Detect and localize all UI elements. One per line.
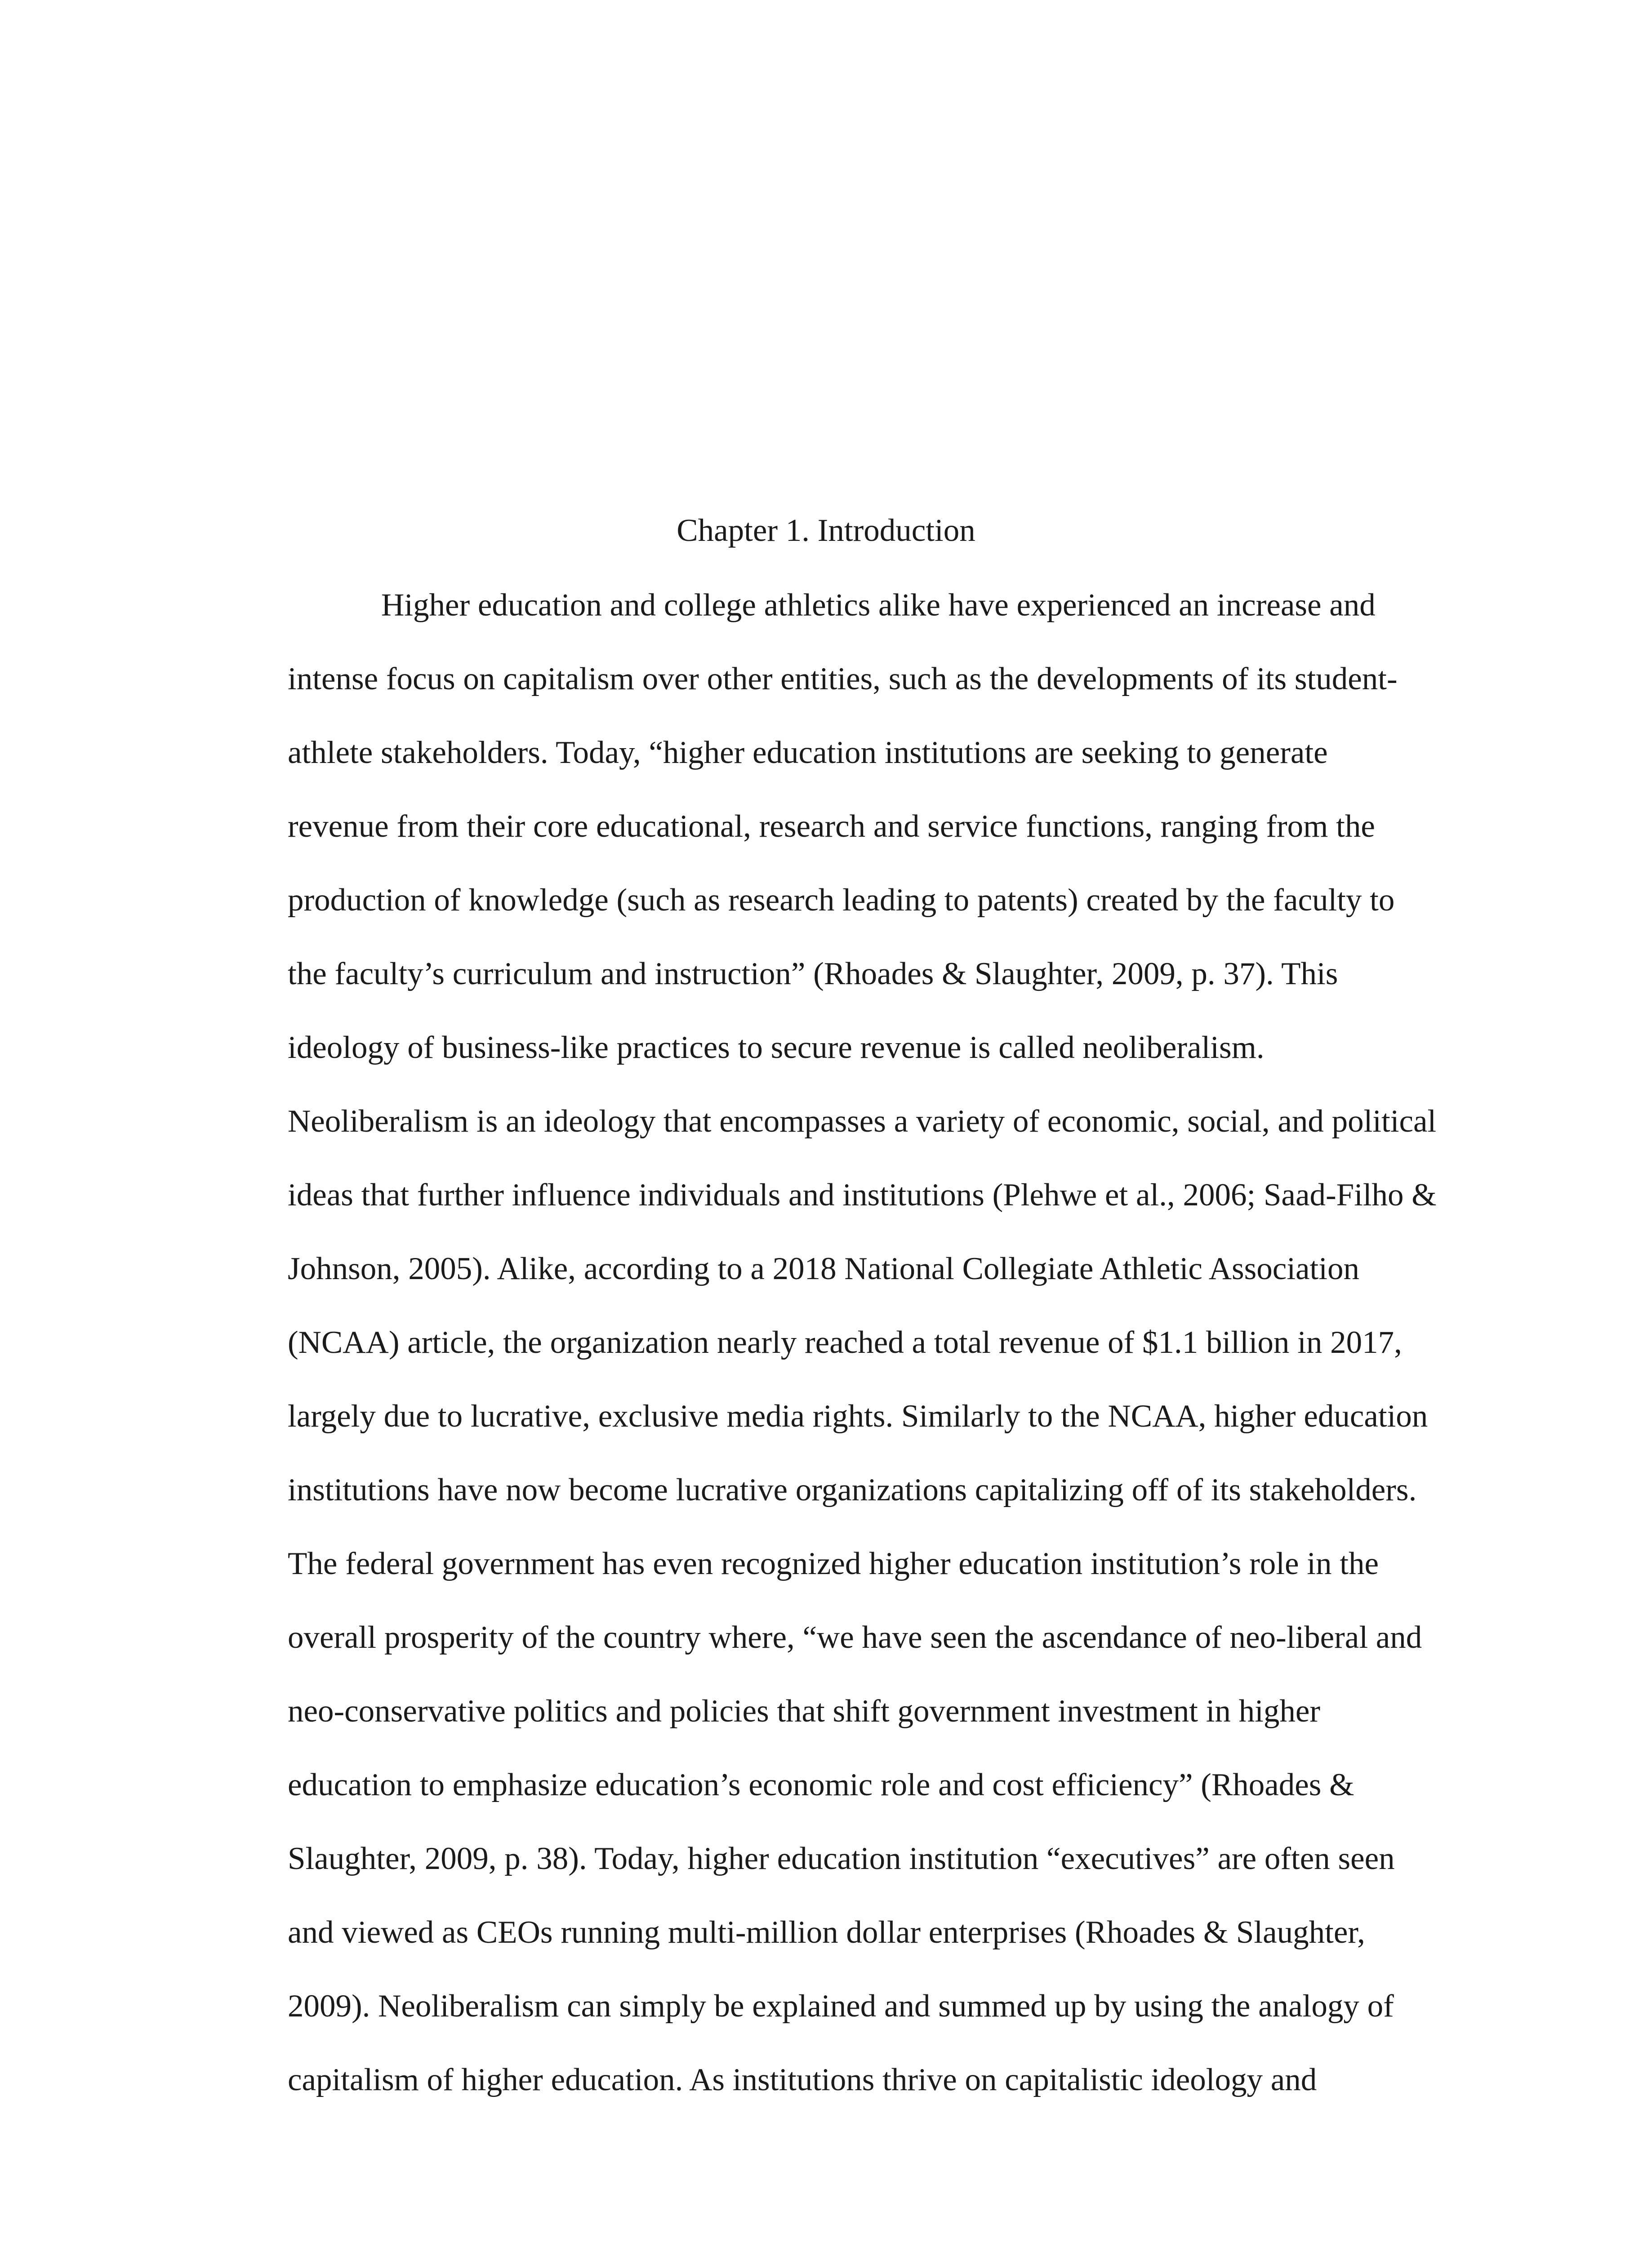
text-line: Slaughter, 2009, p. 38). Today, higher education institution “executives” are often seen — [288, 1841, 1395, 1876]
text-line: intense focus on capitalism over other entities, such as the developments of its student- — [288, 661, 1398, 696]
text-line: capitalism of higher education. As institutions thrive on capitalistic ideology and — [288, 2062, 1317, 2097]
text-line: ideology of business-like practices to secure revenue is called neoliberalism. — [288, 1030, 1265, 1065]
text-line: education to emphasize education’s economic role and cost efficiency” (Rhoades & — [288, 1767, 1354, 1802]
text-line: Higher education and college athletics alike have experienced an increase and — [381, 588, 1376, 623]
text-line: (NCAA) article, the organization nearly reached a total revenue of $1.1 billion in 2017, — [288, 1325, 1402, 1360]
text-line: largely due to lucrative, exclusive media rights. Similarly to the NCAA, higher education — [288, 1399, 1428, 1434]
text-line: neo-conservative politics and policies that shift government investment in higher — [288, 1694, 1321, 1729]
chapter-title: Chapter 1. Introduction — [677, 513, 975, 548]
text-line: The federal government has even recognized higher education institution’s role in the — [288, 1546, 1379, 1581]
text-line: institutions have now become lucrative organizations capitalizing off of its stakeholders. — [288, 1472, 1417, 1508]
body-paragraph — [288, 583, 1456, 2131]
text-line: Johnson, 2005). Alike, according to a 2018 National Collegiate Athletic Association — [288, 1251, 1360, 1286]
text-line: Neoliberalism is an ideology that encompasses a variety of economic, social, and political — [288, 1104, 1437, 1139]
text-line: production of knowledge (such as research leading to patents) created by the faculty to — [288, 883, 1395, 918]
text-line: revenue from their core educational, research and service functions, ranging from the — [288, 809, 1375, 844]
text-line: 2009). Neoliberalism can simply be explained and summed up by using the analogy of — [288, 1989, 1394, 2024]
text-line: athlete stakeholders. Today, “higher education institutions are seeking to generate — [288, 735, 1328, 770]
text-line: ideas that further influence individuals and institutions (Plehwe et al., 2006; Saad-Filho & — [288, 1178, 1437, 1213]
text-line: the faculty’s curriculum and instruction” (Rhoades & Slaughter, 2009, p. 37). This — [288, 956, 1338, 991]
text-line: overall prosperity of the country where, “we have seen the ascendance of neo-liberal and — [288, 1620, 1422, 1655]
text-line: and viewed as CEOs running multi-million dollar enterprises (Rhoades & Slaughter, — [288, 1915, 1365, 1950]
